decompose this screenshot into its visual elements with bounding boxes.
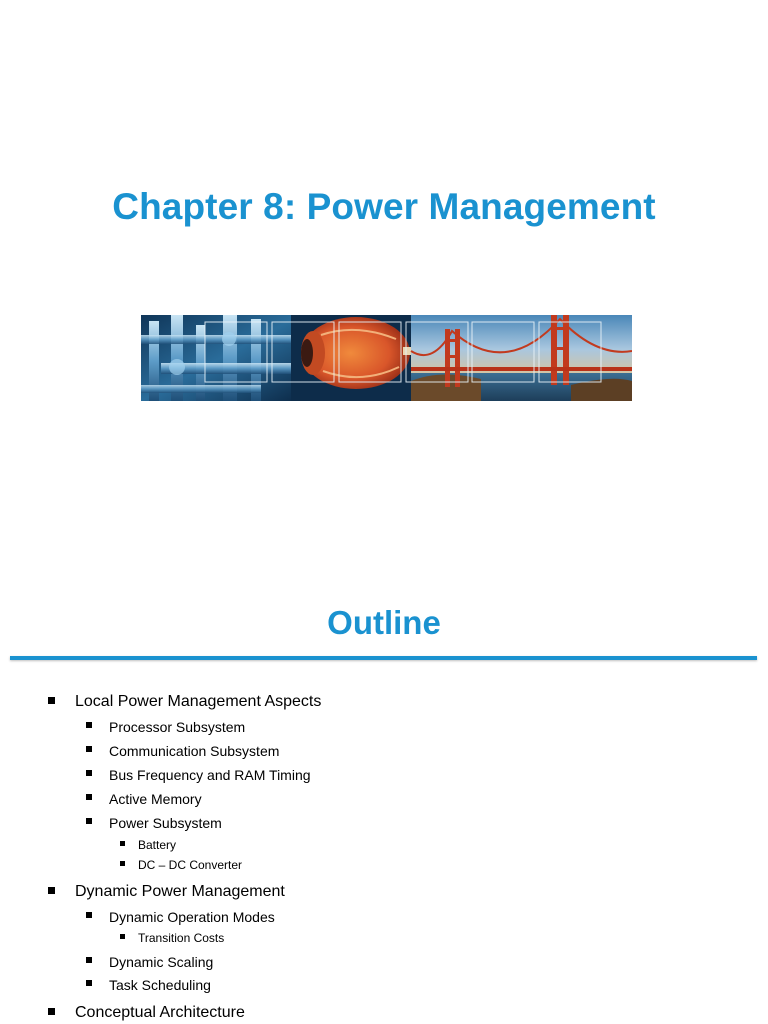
bullet-marker (48, 887, 55, 894)
bullet-marker (48, 697, 55, 704)
outline-item-level-2: Dynamic Scaling (109, 954, 214, 970)
outline-item-level-2: Task Scheduling (109, 977, 211, 993)
bullet-marker (48, 1008, 55, 1015)
bullet-marker (86, 746, 92, 752)
outline-item-level-3: DC – DC Converter (138, 857, 243, 872)
outline-item-level-2: Communication Subsystem (109, 743, 280, 759)
bullet-marker (86, 980, 92, 986)
outline-item-level-1: Local Power Management Aspects (75, 693, 322, 710)
outline-item-level-2: Processor Subsystem (109, 719, 246, 735)
bullet-marker (86, 912, 92, 918)
outline-slide (0, 560, 768, 1024)
banner-image (141, 315, 632, 401)
outline-item-level-3: Transition Costs (138, 930, 225, 945)
outline-item-level-3: Battery (138, 837, 177, 852)
chapter-title: Chapter 8: Power Management (112, 186, 656, 227)
bullet-marker (86, 957, 92, 963)
outline-title: Outline (327, 604, 441, 641)
outline-item-level-1: Conceptual Architecture (75, 1004, 245, 1021)
bullet-marker (86, 770, 92, 776)
outline-item-level-2: Power Subsystem (109, 815, 222, 831)
bullet-marker (86, 794, 92, 800)
outline-item-level-1: Dynamic Power Management (75, 883, 285, 900)
outline-item-level-2: Active Memory (109, 791, 202, 807)
outline-item-level-2: Dynamic Operation Modes (109, 909, 275, 925)
bullet-marker (120, 861, 125, 866)
bullet-marker (120, 841, 125, 846)
outline-item-level-2: Bus Frequency and RAM Timing (109, 767, 311, 783)
bullet-marker (120, 934, 125, 939)
bullet-marker (86, 722, 92, 728)
bullet-marker (86, 818, 92, 824)
title-divider (10, 656, 757, 660)
